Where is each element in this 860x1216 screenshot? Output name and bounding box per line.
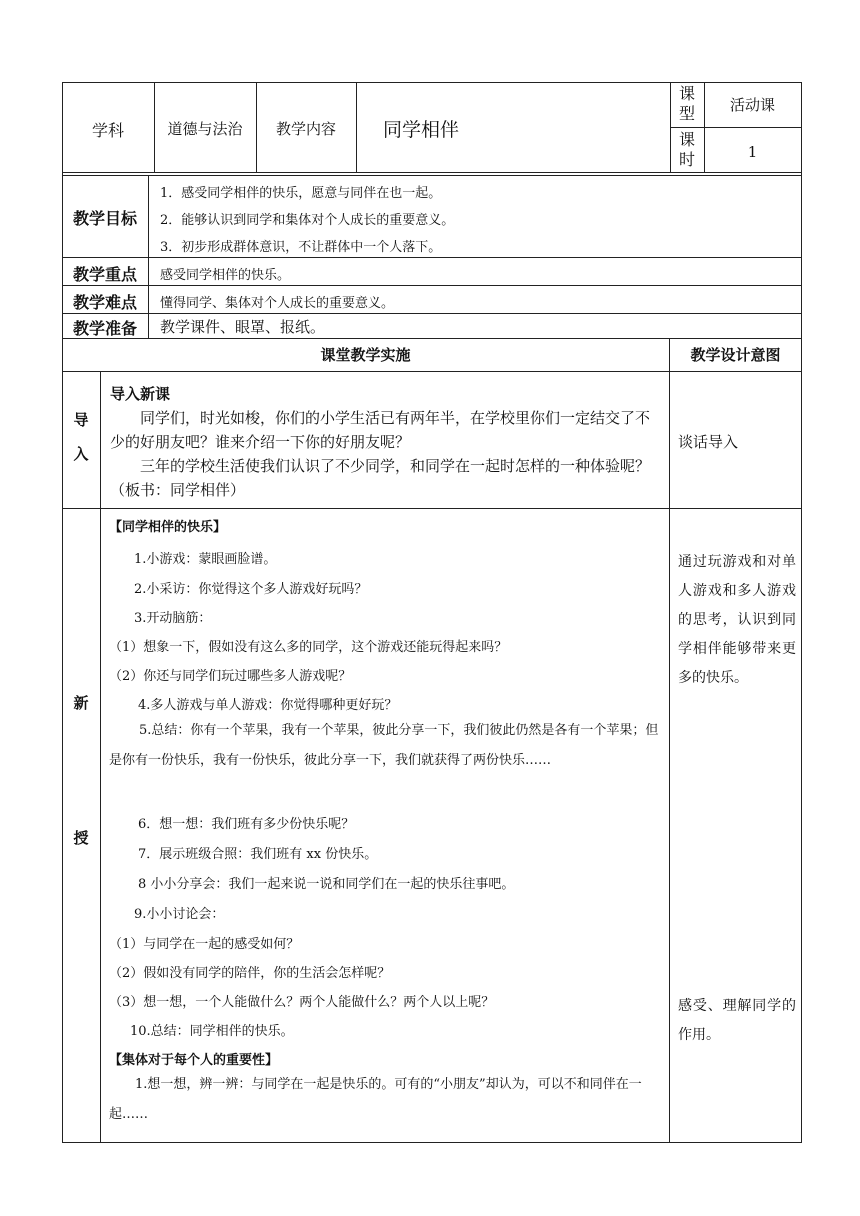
lesson-line: （1）与同学在一起的感受如何？ bbox=[109, 937, 300, 952]
lesson-line: 4.多人游戏与单人游戏：你觉得哪种更好玩？ bbox=[138, 698, 398, 713]
lesson-summary: 5.总结：你有一个苹果，我有一个苹果，彼此分享一下，我们彼此仍然是各有一个苹果；但是你有一份快乐，我有一份快乐，彼此分享一下，我们就获得了两份快乐…… bbox=[109, 723, 659, 768]
lesson-line: （2）假如没有同学的陪伴，你的生活会怎样呢？ bbox=[109, 966, 391, 981]
lesson-line: 3.开动脑筋： bbox=[134, 611, 212, 626]
lesson-line: 7．展示班级合照：我们班有 xx 份快乐。 bbox=[138, 847, 378, 862]
focus-value: 感受同学相伴的快乐。 bbox=[160, 268, 291, 283]
section-header-right: 教学设计意图 bbox=[690, 346, 781, 364]
subject-label: 学科 bbox=[91, 121, 124, 140]
new-side-bottom: 授 bbox=[73, 829, 89, 847]
subject-value: 道德与法治 bbox=[167, 120, 243, 138]
intro-paragraph-2: 三年的学校生活使我们认识了不少同学，和同学在一起时怎样的一种体验呢？（板书：同学相伴） bbox=[110, 457, 651, 499]
lesson-line: 9.小小讨论会： bbox=[134, 907, 225, 922]
lesson-line: （2）你还与同学们玩过哪些多人游戏呢？ bbox=[109, 669, 352, 684]
content-label: 教学内容 bbox=[275, 120, 336, 138]
intro-paragraph-1: 同学们，时光如梭，你们的小学生活已有两年半，在学校里你们一定结交了不少的好朋友吧？谁来介绍一下你的好朋友呢？ bbox=[110, 409, 651, 451]
lesson-line: 8 小小分享会：我们一起来说一说和同学们在一起的快乐往事吧。 bbox=[138, 877, 515, 892]
section-header-left: 课堂教学实施 bbox=[320, 346, 411, 364]
intro-title: 导入新课 bbox=[110, 385, 171, 403]
goal-item: 1．感受同学相伴的快乐，愿意与同伴在也一起。 bbox=[160, 186, 442, 201]
intro-side-top: 导 bbox=[73, 411, 89, 429]
new-intent-1: 通过玩游戏和对单人游戏和多人游戏的思考，认识到同学相伴能够带来更多的快乐。 bbox=[678, 554, 796, 686]
difficulty-value: 懂得同学、集体对个人成长的重要意义。 bbox=[160, 296, 395, 311]
difficulty-label: 教学难点 bbox=[72, 293, 137, 312]
new-intent-2: 感受、理解同学的作用。 bbox=[678, 998, 796, 1043]
preparation-label: 教学准备 bbox=[72, 319, 137, 338]
lesson-line: 2.小采访：你觉得这个多人游戏好玩吗？ bbox=[134, 582, 368, 597]
goals-label: 教学目标 bbox=[72, 209, 137, 228]
type-label: 课型 bbox=[678, 84, 695, 123]
lesson-line: 6．想一想：我们班有多少份快乐呢？ bbox=[138, 817, 355, 832]
intro-side-bottom: 入 bbox=[73, 445, 89, 463]
goal-item: 2．能够认识到同学和集体对个人成长的重要意义。 bbox=[160, 213, 455, 228]
goal-item: 3．初步形成群体意识，不让群体中一个人落下。 bbox=[160, 240, 442, 255]
hours-value: 1 bbox=[747, 143, 758, 161]
lesson-line: （1）想象一下，假如没有这么多的同学，这个游戏还能玩得起来吗？ bbox=[109, 640, 508, 655]
type-value: 活动课 bbox=[729, 96, 775, 114]
focus-label: 教学重点 bbox=[72, 265, 137, 284]
intro-intent: 谈话导入 bbox=[678, 433, 739, 451]
preparation-value: 教学课件、眼罩、报纸。 bbox=[160, 318, 326, 336]
lesson-line: （3）想一想，一个人能做什么？两个人能做什么？两个人以上呢？ bbox=[109, 995, 495, 1010]
hours-label: 课时 bbox=[678, 130, 695, 169]
content-value: 同学相伴 bbox=[382, 119, 459, 141]
new-side-top: 新 bbox=[73, 694, 89, 712]
heading-collective: 【集体对于每个人的重要性】 bbox=[109, 1053, 279, 1068]
lesson-line: 10.总结：同学相伴的快乐。 bbox=[130, 1024, 294, 1039]
lesson-line: 1.小游戏：蒙眼画脸谱。 bbox=[134, 552, 277, 567]
heading-happiness: 【同学相伴的快乐】 bbox=[109, 520, 227, 535]
lesson-last: 1.想一想，辨一辨：与同学在一起是快乐的。可有的“小朋友”却认为，可以不和同伴在一起…… bbox=[109, 1077, 642, 1122]
